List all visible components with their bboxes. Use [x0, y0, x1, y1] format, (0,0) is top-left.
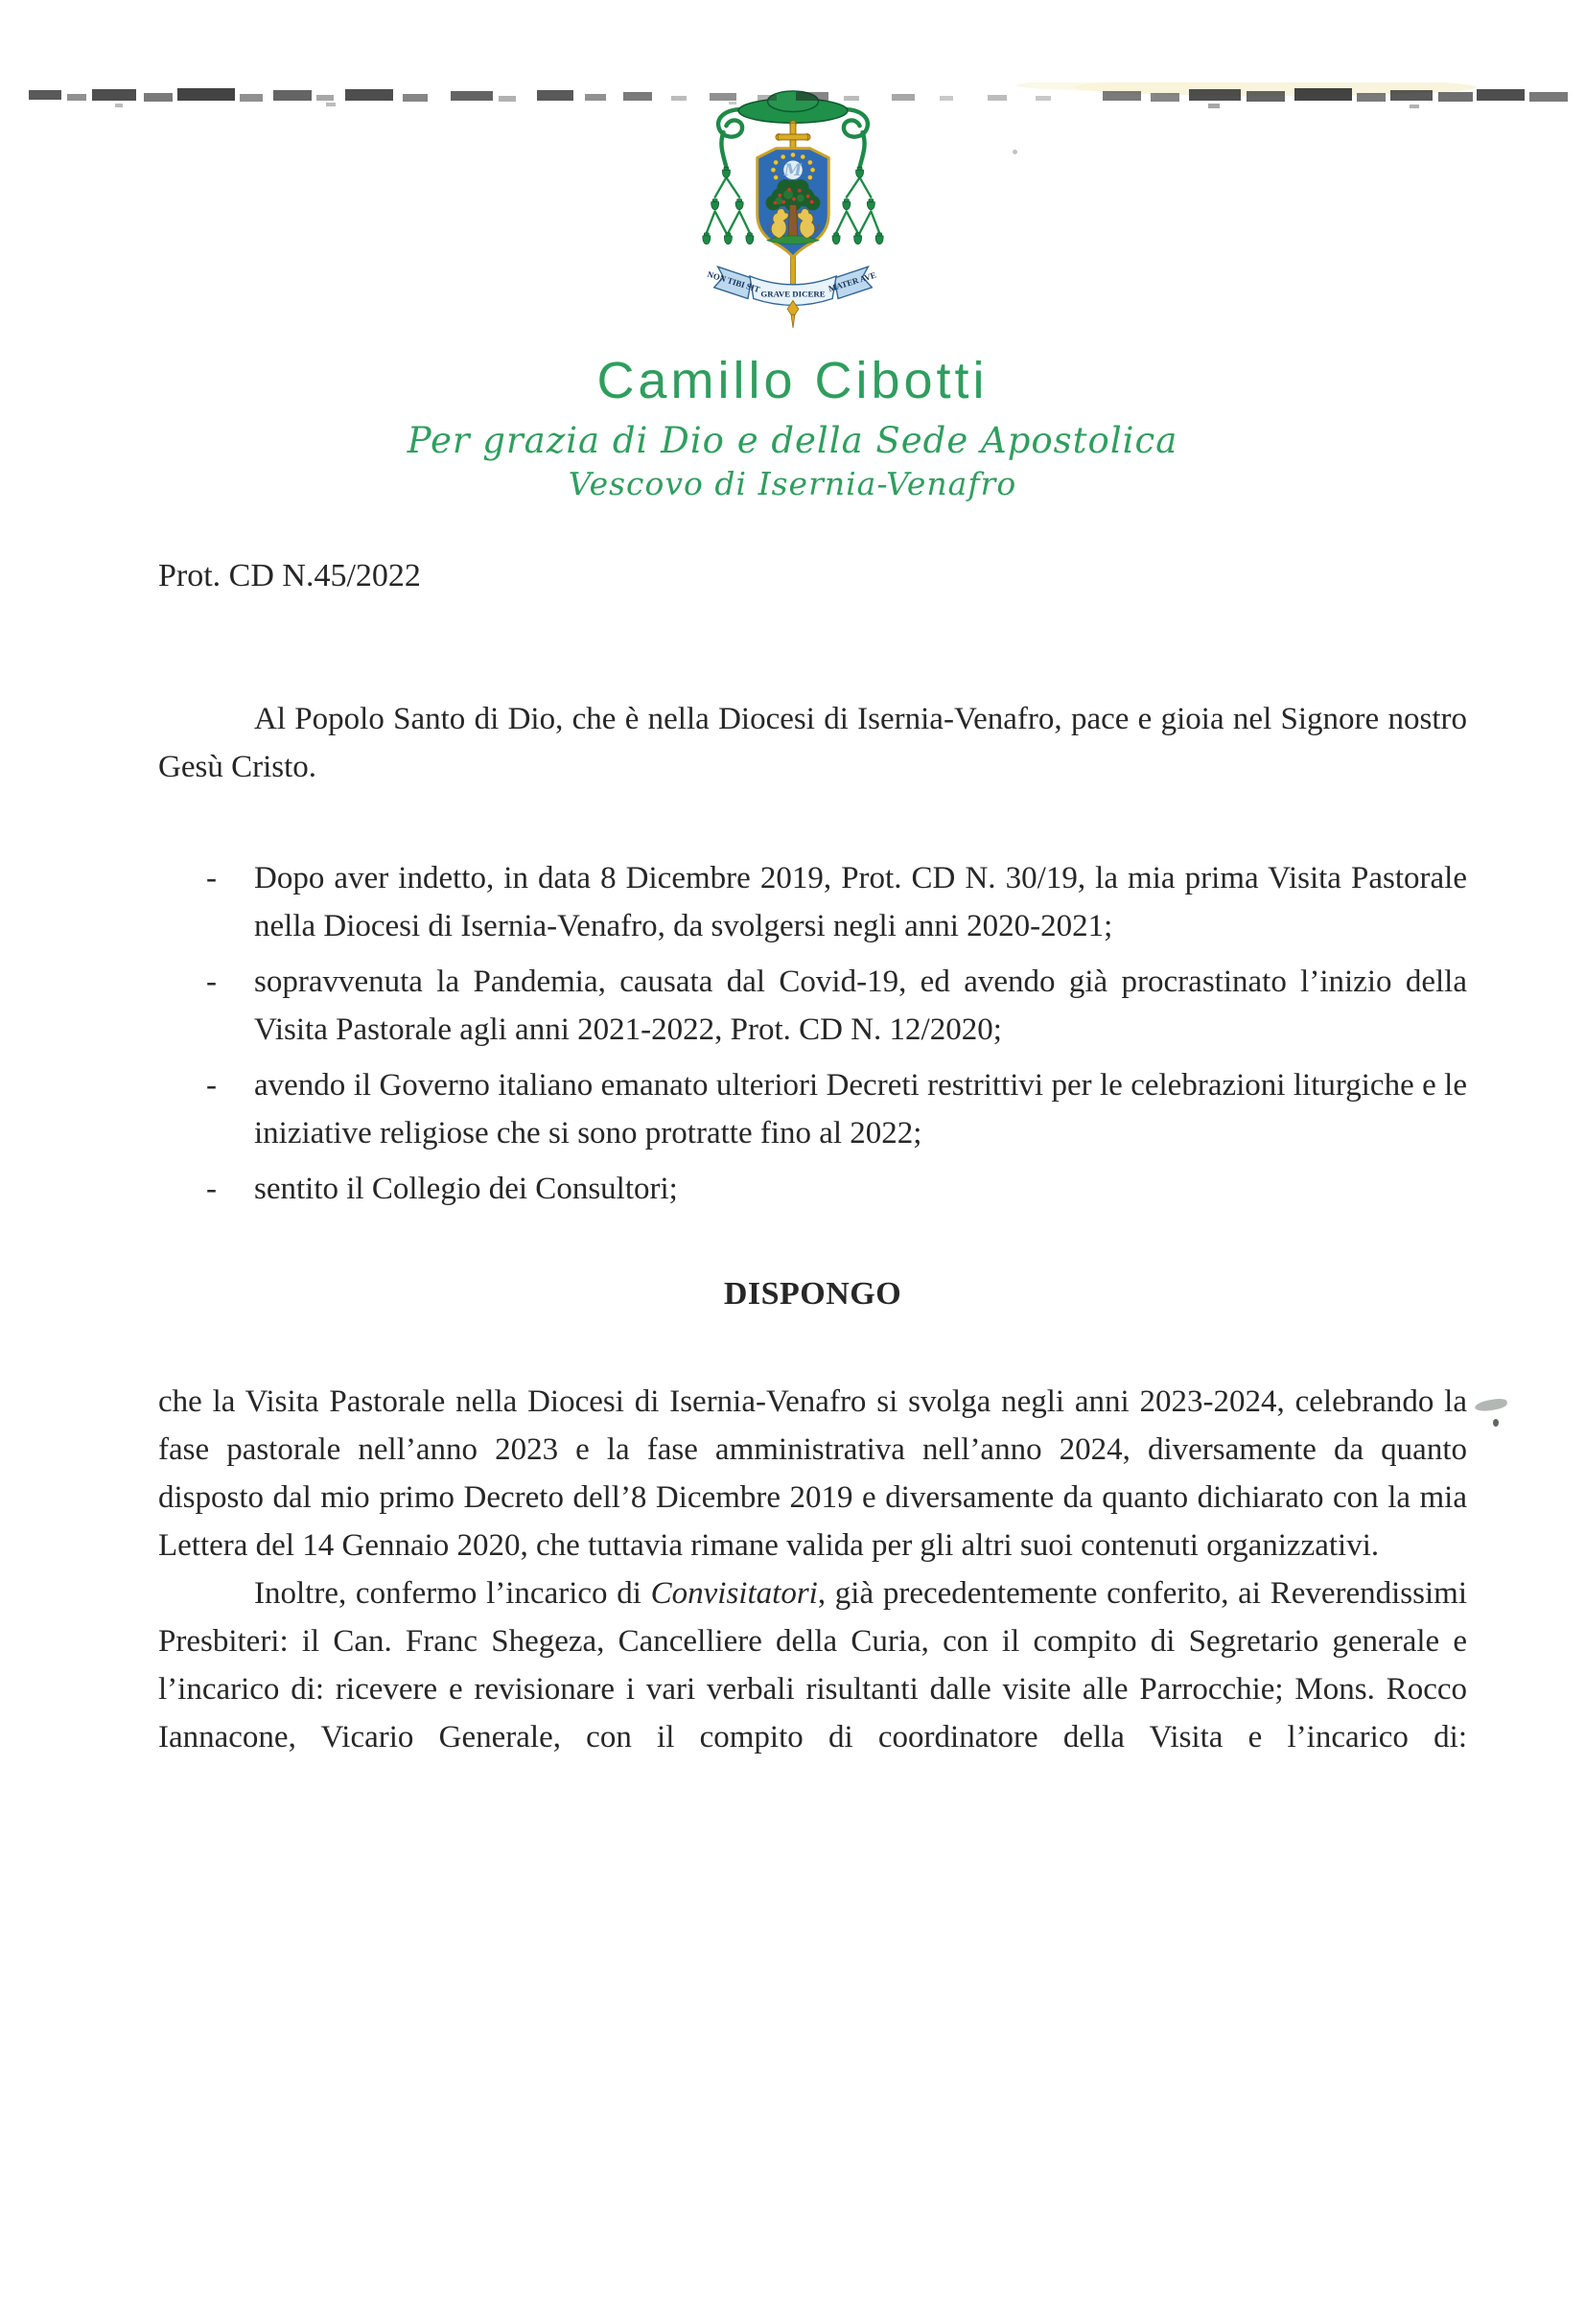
dash-marker: -: [206, 1068, 217, 1103]
header-role-line: Vescovo di Isernia-Venafro: [568, 465, 1017, 502]
premise-text: sentito il Collegio dei Consultori;: [254, 1172, 678, 1206]
scan-artifact-dot: [1493, 1419, 1499, 1427]
appointments-text-after: , già precedentemente conferito, ai Reverendissimi Presbiteri: il Can. Franc Shegeza, Cancelliere della Curia, con il compito di Segretario generale e l’incarico di: ricevere e revisionare i vari verbali risultanti dalle visite alle Parrocchie; Mons. Rocco Iannacone, Vicario Generale, con il compito di coordinatore della Visita e l’incarico di:: [158, 1576, 1467, 1755]
premise-item: [206, 958, 1467, 1054]
scan-artifact-speck: [1013, 150, 1017, 154]
header-grace-line: Per grazia di Dio e della Sede Apostolica: [407, 420, 1178, 461]
scan-artifact-top-edge: [0, 82, 1585, 111]
dash-marker: -: [206, 964, 217, 999]
premise-list: [206, 854, 1467, 1213]
convisitatori-italic: Convisitatori: [650, 1576, 818, 1611]
premise-item: [206, 854, 1467, 950]
premise-item: [206, 1061, 1467, 1157]
appointments-paragraph: [158, 1569, 1467, 1761]
scanned-decree-page: [0, 82, 1585, 2324]
marian-monogram: [782, 160, 802, 179]
premise-text: sopravvenuta la Pandemia, causata dal Covid-19, ed avendo già procrastinato l’inizio della Visita Pastorale agli anni 2021-2022, Prot. CD N. 12/2020;: [254, 964, 1467, 1047]
salutation-paragraph: Al Popolo Santo di Dio, che è nella Diocesi di Isernia-Venafro, pace e gioia nel Signore nostro Gesù Cristo.: [158, 702, 1467, 784]
document-body: [158, 557, 1467, 1761]
bishop-name: Camillo Cibotti: [596, 352, 989, 409]
motto-left: NON TIBI SIT: [706, 268, 761, 295]
dash-marker: -: [206, 861, 217, 895]
motto-center: GRAVE DICERE: [759, 289, 826, 299]
protocol-number: Prot. CD N.45/2022: [158, 558, 421, 593]
premise-text: Dopo aver indetto, in data 8 Dicembre 2019, Prot. CD N. 30/19, la mia prima Visita Pastorale nella Diocesi di Isernia-Venafro, da svolgersi negli anni 2020-2021;: [254, 861, 1467, 943]
dispongo-heading: DISPONGO: [723, 1276, 902, 1312]
svg-text:M: M: [783, 160, 802, 180]
premise-item: [206, 1165, 1467, 1213]
dash-marker: -: [206, 1172, 217, 1206]
premise-text: avendo il Governo italiano emanato ulteriori Decreti restrittivi per le celebrazioni liturgiche e le iniziative religiose che si sono protratte fino al 2022;: [254, 1068, 1467, 1150]
scan-artifact-smudge: [1474, 1398, 1507, 1413]
episcopal-coat-of-arms: [699, 82, 887, 329]
motto-right: MATER AVE: [827, 269, 877, 294]
appointments-text-before: Inoltre, confermo l’incarico di: [254, 1576, 651, 1611]
decree-paragraph: che la Visita Pastorale nella Diocesi di Isernia-Venafro si svolga negli anni 2023-2024, celebrando la fase pastorale nell’anno 2023 e la fase amministrativa nell’anno 2024, diversamente da quanto disposto dal mio primo Decreto dell’8 Dicembre 2019 e diversamente da quanto dichiarato con la mia Lettera del 14 Gennaio 2020, che tuttavia rimane valida per gli altri suoi contenuti organizzativi.: [158, 1384, 1467, 1563]
